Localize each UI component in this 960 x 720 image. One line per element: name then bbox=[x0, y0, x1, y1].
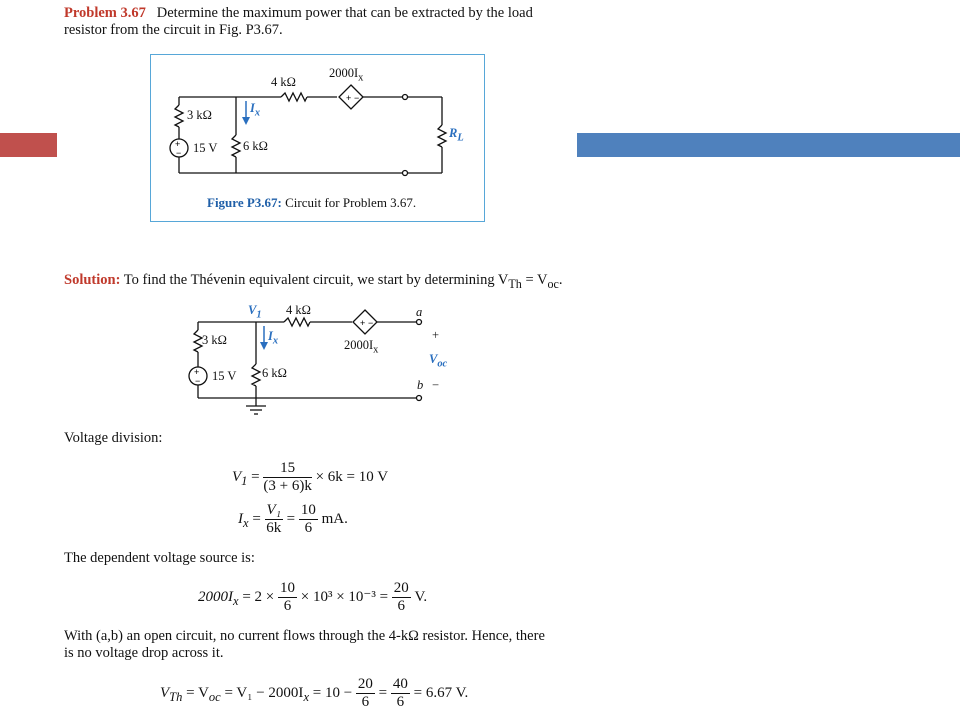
voc-sub: oc bbox=[547, 276, 559, 291]
solution-eq: = V bbox=[521, 272, 548, 288]
eq3-powers: × 10³ × 10⁻³ = bbox=[300, 588, 389, 605]
eq2-f2-den: 6 bbox=[304, 520, 313, 536]
fig2-resistor-4k-label: 4 kΩ bbox=[286, 303, 311, 317]
dependent-source-label bbox=[329, 66, 363, 84]
eq4-lhs-sub: Th bbox=[169, 689, 183, 704]
eq4-mid2-sub: x bbox=[303, 689, 309, 704]
svg-text:−: − bbox=[354, 93, 360, 103]
load-sub: L bbox=[457, 132, 464, 144]
voc-text: V bbox=[429, 352, 438, 366]
current-ix-label bbox=[250, 101, 260, 119]
eq4-f1-den: 6 bbox=[361, 694, 370, 710]
eq1-rhs: × 6k = 10 V bbox=[315, 468, 389, 485]
dependent-source-heading: The dependent voltage source is: bbox=[64, 550, 255, 566]
eq4-mid-sub: oc bbox=[208, 689, 221, 704]
eq3-rhs: V. bbox=[414, 588, 428, 605]
svg-text:+: + bbox=[175, 139, 181, 149]
solution-label: Solution: bbox=[64, 272, 121, 288]
fig2-source-15v-label: 15 V bbox=[212, 369, 237, 383]
load-text: R bbox=[449, 126, 458, 140]
figure-p3-67 bbox=[150, 54, 485, 222]
eq4-f2-num: 40 bbox=[392, 676, 408, 692]
open-circuit-line2: is no voltage drop across it. bbox=[64, 645, 224, 661]
svg-text:−: − bbox=[195, 376, 201, 386]
node-v1-label bbox=[248, 303, 262, 321]
caption-label: Figure P3.67: bbox=[207, 195, 282, 210]
resistor-4k-label: 4 kΩ bbox=[271, 75, 296, 89]
fig2-dependent-source-label bbox=[344, 338, 378, 356]
eq3-fraction-2 bbox=[392, 580, 411, 615]
equation-vth: $V_{Th} = V_{oc} = V_1 - 2000I_x = 10$ − $\frac{20}{6}$ = $\frac{40}{6}$ = 6.67 V. bbox=[160, 676, 469, 710]
equation-ix: $I_x$ = $\frac{\text{V₁}}{6k}$ = $\frac{10}{6}$ mA. bbox=[238, 502, 348, 536]
equation-dependent-source bbox=[198, 580, 427, 615]
eq4-mid2: = V₁ − 2000I bbox=[220, 684, 304, 701]
equation-v1: $V_1$ = $\frac{15}{(3 + 6)k}$ × 6k = 10 V bbox=[232, 460, 389, 494]
plus-sign: + bbox=[432, 328, 440, 342]
fig2-current-label bbox=[268, 329, 278, 347]
resistor-6k-label: 6 kΩ bbox=[243, 139, 268, 153]
dep-source-text: 2000I bbox=[329, 66, 359, 80]
eq3-fraction-1 bbox=[278, 580, 297, 615]
fig2-dep-sub: x bbox=[373, 344, 379, 356]
caption-text: Circuit for Problem 3.67. bbox=[285, 195, 417, 210]
svg-text:−: − bbox=[368, 318, 374, 328]
slide-accent-bar-blue bbox=[577, 133, 960, 157]
current-sub: x bbox=[254, 107, 261, 119]
eq1-num: 15 bbox=[263, 460, 311, 478]
source-15v-label: 15 V bbox=[193, 141, 218, 155]
problem-statement bbox=[64, 5, 584, 39]
eq1-fraction bbox=[263, 460, 311, 495]
open-circuit-line1: With (a,b) an open circuit, no current flows through the 4-kΩ resistor. Hence, there bbox=[64, 628, 545, 644]
resistor-3k-label: 3 kΩ bbox=[187, 108, 212, 122]
eq2-f1-den: 6k bbox=[266, 520, 282, 536]
slide-accent-bar-red bbox=[0, 133, 57, 157]
eq3-f1-num: 10 bbox=[279, 580, 295, 596]
voltage-division-heading: Voltage division: bbox=[64, 430, 163, 446]
fig2-current-sub: x bbox=[272, 335, 279, 347]
eq3-f2-num: 20 bbox=[393, 580, 409, 596]
eq2-f2-num: 10 bbox=[300, 502, 316, 518]
eq1-lhs-sub: 1 bbox=[241, 473, 248, 488]
terminal-b-label: b bbox=[417, 378, 424, 392]
load-resistor-label bbox=[449, 126, 464, 144]
eq3-mid: = 2 × bbox=[238, 588, 275, 605]
fig2-current-text: I bbox=[268, 329, 273, 343]
solution-text: To find the Thévenin equivalent circuit, we start by determining V bbox=[123, 272, 509, 288]
eq4-lhs: V bbox=[160, 684, 170, 701]
vth-sub: Th bbox=[508, 276, 522, 291]
svg-text:+: + bbox=[346, 93, 352, 103]
eq4-f1-num: 20 bbox=[357, 676, 373, 692]
solution-line bbox=[64, 272, 584, 293]
fig2-resistor-6k-label: 6 kΩ bbox=[262, 366, 287, 380]
eq1-lhs: V bbox=[232, 468, 242, 485]
terminal-a-label: a bbox=[416, 305, 423, 319]
eq3-f1-den: 6 bbox=[283, 598, 292, 614]
node-sub: 1 bbox=[256, 309, 262, 321]
eq4-rhs: = 6.67 V. bbox=[413, 684, 469, 701]
voc-text-sub: oc bbox=[437, 358, 448, 370]
problem-text-line2: resistor from the circuit in Fig. P3.67. bbox=[64, 22, 283, 38]
svg-text:−: − bbox=[176, 148, 182, 158]
open-circuit-paragraph bbox=[64, 628, 584, 662]
thevenin-circuit-figure bbox=[180, 300, 460, 418]
eq4-fraction-1 bbox=[356, 676, 375, 711]
eq4-fraction-2 bbox=[391, 676, 410, 711]
problem-text-line1: Determine the maximum power that can be extracted by the load bbox=[156, 5, 533, 21]
problem-label: Problem 3.67 bbox=[64, 5, 146, 21]
eq3-f2-den: 6 bbox=[397, 598, 406, 614]
fig2-dep-text: 2000I bbox=[344, 338, 374, 352]
minus-sign: − bbox=[432, 378, 440, 392]
fig2-resistor-3k-label: 3 kΩ bbox=[202, 333, 227, 347]
figure-caption bbox=[207, 195, 416, 211]
dep-source-sub: x bbox=[358, 72, 364, 84]
eq2-lhs: I bbox=[238, 510, 243, 527]
eq3-lhs: 2000I bbox=[198, 588, 233, 605]
current-text: I bbox=[250, 101, 255, 115]
eq4-mid3: = 10 − bbox=[309, 684, 353, 701]
eq1-den: (3 + 6)k bbox=[263, 478, 312, 494]
voc-label bbox=[429, 352, 447, 370]
eq4-f2-den: 6 bbox=[396, 694, 405, 710]
eq2-rhs: mA. bbox=[321, 510, 348, 527]
eq4-mid: = V bbox=[182, 684, 209, 701]
eq2-fraction-1 bbox=[265, 502, 283, 537]
eq3-lhs-sub: x bbox=[233, 593, 239, 608]
eq2-fraction-2 bbox=[299, 502, 318, 537]
svg-text:+: + bbox=[194, 367, 200, 377]
svg-text:+: + bbox=[360, 318, 366, 328]
eq2-lhs-sub: x bbox=[243, 515, 249, 530]
eq2-f1-num: V₁ bbox=[266, 502, 281, 518]
solution-end: . bbox=[558, 272, 563, 288]
node-text: V bbox=[248, 303, 257, 317]
